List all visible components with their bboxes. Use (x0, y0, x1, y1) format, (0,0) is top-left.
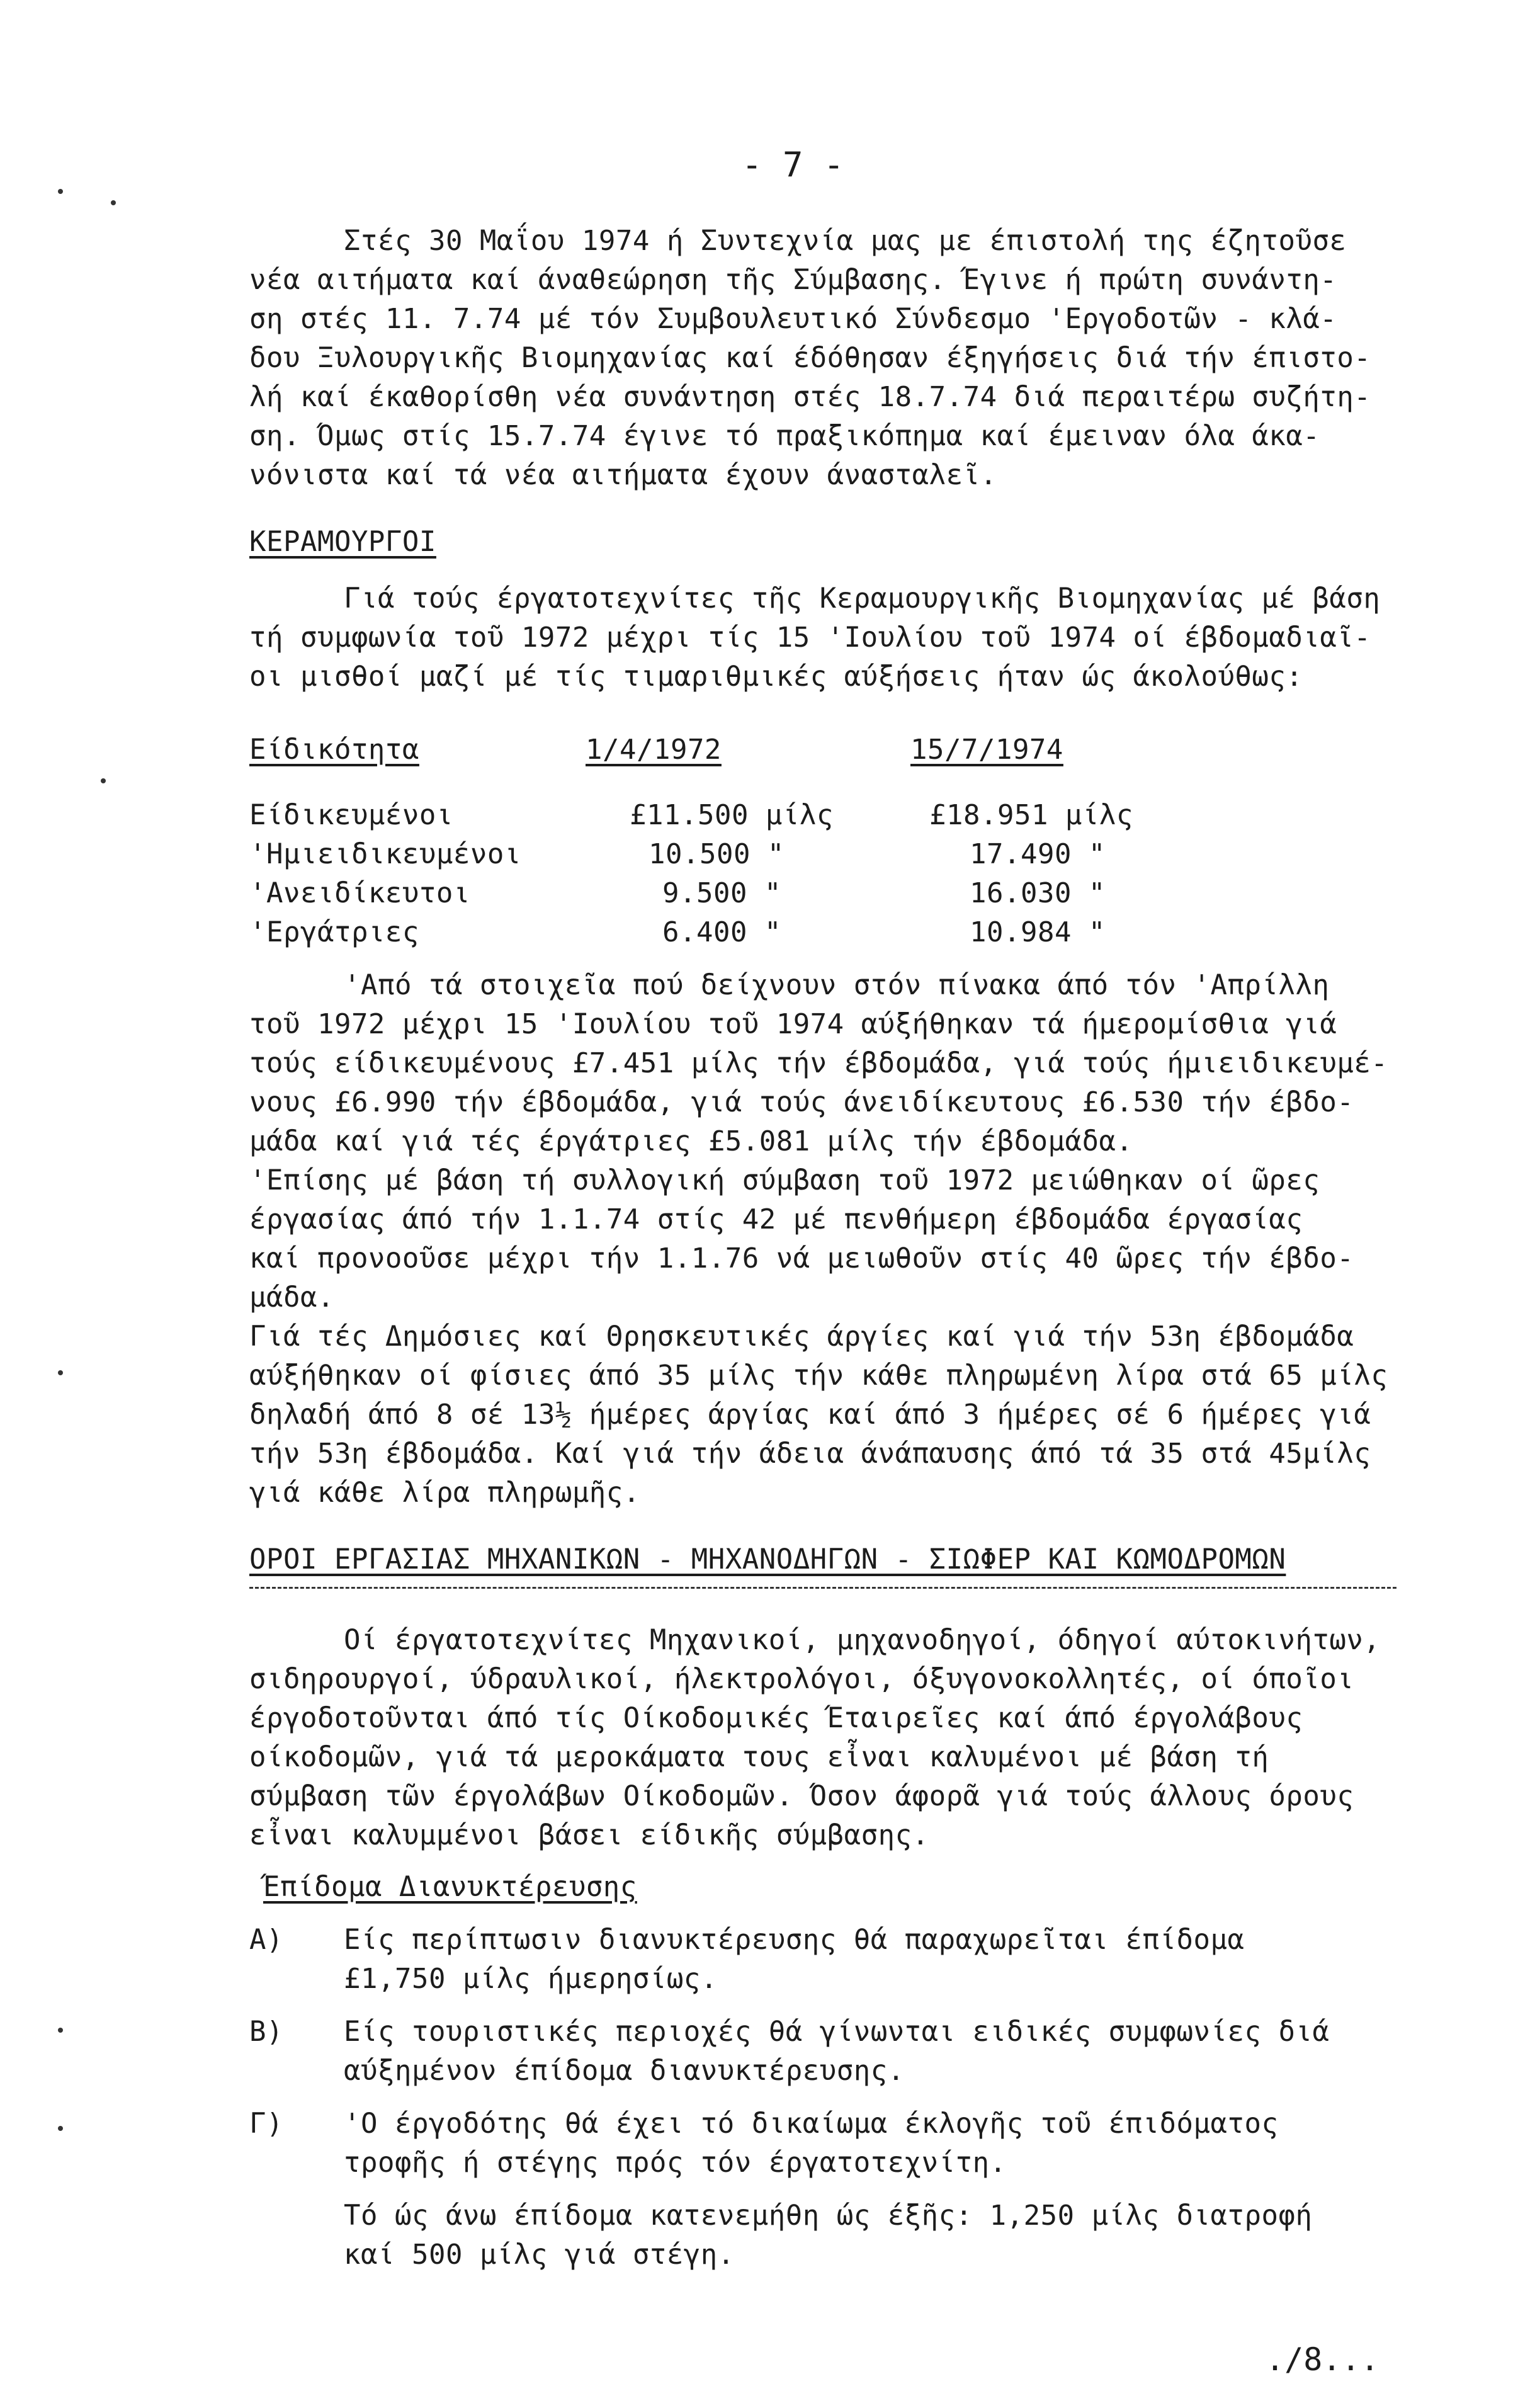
paragraph-line: σιδηρουργοί, ύδραυλικοί, ήλεκτρολόγοι, όξυγονοκολλητές, οί όποῖοι (249, 1663, 1354, 1695)
paragraph-line: Στές 30 Μαΐου 1974 ή Συντεχνία μας με έπιστολή της έζητοῦσε (344, 225, 1347, 257)
list-item-line: 'Ο έργοδότης θά έχει τό δικαίωμα έκλογῆς τοῦ έπιδόματος (344, 2108, 1279, 2140)
paragraph-line: εἶναι καλυμμένοι βάσει είδικῆς σύμβασης. (249, 1819, 929, 1851)
list-item-line: αύξημένον έπίδομα διανυκτέρευσης. (344, 2055, 905, 2087)
paragraph-line: Γιά τές Δημόσιες καί Θρησκευτικές άργίες καί γιά τήν 53η έβδομάδα (249, 1320, 1354, 1353)
list-marker: Α) (249, 1924, 283, 1956)
list-marker: Γ) (249, 2108, 283, 2140)
table-cell: £18.951 μίλς (929, 799, 1133, 831)
table-cell: 10.984 " (970, 916, 1106, 948)
paragraph-line: μάδα. (249, 1281, 334, 1314)
table-cell: 6.400 " (662, 916, 781, 948)
paragraph-line: οίκοδομῶν, γιά τά μεροκάματα τους εἶναι καλυμένοι μέ βάση τή (249, 1741, 1269, 1773)
paragraph-line: νους £6.990 τήν έβδομάδα, γιά τούς άνειδίκευτους £6.530 τήν έβδο- (249, 1086, 1354, 1118)
section-heading: ΚΕΡΑΜΟΥΡΓΟΙ (249, 526, 436, 558)
section-heading: ΟΡΟΙ ΕΡΓΑΣΙΑΣ ΜΗΧΑΝΙΚΩΝ - ΜΗΧΑΝΟΔΗΓΩΝ - ΣΙΩΦΕΡ ΚΑΙ ΚΩΜΟΔΡΟΜΩΝ (249, 1543, 1286, 1576)
paragraph-line: μάδα καί γιά τές έργάτριες £5.081 μίλς τήν έβδομάδα. (249, 1125, 1133, 1157)
paragraph-line: 'Επίσης μέ βάση τή συλλογική σύμβαση τοῦ 1972 μειώθηκαν οί ῶρες (249, 1164, 1320, 1196)
table-cell: Είδικευμένοι (249, 799, 453, 831)
list-marker: Β) (249, 2016, 283, 2048)
list-item-line: £1,750 μίλς ήμερησίως. (344, 1963, 718, 1995)
table-cell: 10.500 " (649, 838, 784, 870)
paragraph-line: σύμβαση τῶν έργολάβων Οίκοδομῶν. Όσον άφορᾶ γιά τούς άλλους όρους (249, 1780, 1354, 1812)
paragraph-line: τήν 53η έβδομάδα. Καί γιά τήν άδεια άνάπαυσης άπό τά 35 στά 45μίλς (249, 1438, 1371, 1470)
paragraph-line: έργοδοτοῦνται άπό τίς Οίκοδομικές Έταιρεῖες καί άπό έργολάβους (249, 1702, 1303, 1734)
paragraph-line: ση. Όμως στίς 15.7.74 έγινε τό πραξικόπημα καί έμειναν όλα άκα- (249, 420, 1320, 452)
paragraph-line: δου Ξυλουργικῆς Βιομηχανίας καί έδόθησαν έξηγήσεις διά τήν έπιστο- (249, 342, 1371, 374)
paragraph-line: αύξήθηκαν οί φίσιες άπό 35 μίλς τήν κάθε πληρωμένη λίρα στά 65 μίλς (249, 1360, 1388, 1392)
paragraph-line: καί προνοοῦσε μέχρι τήν 1.1.76 νά μειωθοῦν στίς 40 ῶρες τήν έβδο- (249, 1242, 1354, 1275)
list-item-line: Είς περίπτωσιν διανυκτέρευσης θά παραχωρεῖται έπίδομα (344, 1924, 1245, 1956)
table-cell: 'Εργάτριες (249, 916, 419, 948)
table-cell: 'Ημιειδικευμένοι (249, 838, 521, 870)
paragraph-line: Γιά τούς έργατοτεχνίτες τῆς Κεραμουργικῆς Βιομηχανίας μέ βάση (344, 582, 1381, 615)
paragraph-line: νόνιστα καί τά νέα αιτήματα έχουν άνασταλεῖ. (249, 459, 997, 491)
table-header: 15/7/1974 (910, 734, 1063, 766)
paragraph-line: δηλαδή άπό 8 σέ 13½ ήμέρες άργίας καί άπό 3 ήμέρες σέ 6 ήμέρες γιά (249, 1399, 1371, 1431)
scan-speck (101, 778, 106, 783)
subheading: Έπίδομα Διανυκτέρευσης (263, 1871, 637, 1903)
paragraph-line: τοῦ 1972 μέχρι 15 'Ιουλίου τοῦ 1974 αύξήθηκαν τά ήμερομίσθια γιά (249, 1008, 1337, 1040)
paragraph-line: 'Από τά στοιχεῖα πού δείχνουν στόν πίνακα άπό τόν 'Απρίλλη (344, 969, 1330, 1001)
heading-rule (249, 1587, 1396, 1589)
table-cell: 17.490 " (970, 838, 1106, 870)
table-header: Είδικότητα (249, 734, 419, 766)
paragraph-line: νέα αιτήματα καί άναθεώρηση τῆς Σύμβασης. Έγινε ή πρώτη συνάντη- (249, 264, 1337, 296)
paragraph-line: ση στές 11. 7.74 μέ τόν Συμβουλευτικό Σύνδεσμο 'Εργοδοτῶν - κλά- (249, 303, 1337, 335)
table-header: 1/4/1972 (586, 734, 722, 766)
scan-speck (58, 2028, 63, 2033)
list-item-line: τροφῆς ή στέγης πρός τόν έργατοτεχνίτη. (344, 2147, 1007, 2179)
table-cell: 16.030 " (970, 877, 1106, 909)
table-cell: 'Ανειδίκευτοι (249, 877, 470, 909)
paragraph-line: Τό ώς άνω έπίδομα κατενεμήθη ώς έξῆς: 1,250 μίλς διατροφή (344, 2200, 1313, 2232)
scan-speck (111, 200, 116, 205)
paragraph-line: λή καί έκαθορίσθη νέα συνάντηση στές 18.7.74 διά περαιτέρω συζήτη- (249, 381, 1371, 413)
table-cell: £11.500 μίλς (630, 799, 834, 831)
paragraph-line: τή συμφωνία τοῦ 1972 μέχρι τίς 15 'Ιουλίου τοῦ 1974 οί έβδομαδιαῖ- (249, 622, 1371, 654)
page-number: - 7 - (742, 145, 844, 185)
scan-speck (58, 189, 63, 194)
paragraph-line: Οί έργατοτεχνίτες Μηχανικοί, μηχανοδηγοί, όδηγοί αύτοκινήτων, (344, 1624, 1381, 1656)
paragraph-line: καί 500 μίλς γιά στέγη. (344, 2239, 735, 2271)
paragraph-line: έργασίας άπό τήν 1.1.74 στίς 42 μέ πενθήμερη έβδομάδα έργασίας (249, 1203, 1303, 1235)
scan-speck (58, 1370, 63, 1375)
paragraph-line: οι μισθοί μαζί μέ τίς τιμαριθμικές αύξήσεις ήταν ώς άκολούθως: (249, 661, 1303, 693)
table-cell: 9.500 " (662, 877, 781, 909)
continuation-marker: ./8... (1266, 2341, 1379, 2378)
list-item-line: Είς τουριστικές περιοχές θά γίνωνται ειδικές συμφωνίες διά (344, 2016, 1330, 2048)
scan-speck (58, 2126, 63, 2131)
paragraph-line: γιά κάθε λίρα πληρωμῆς. (249, 1477, 640, 1509)
paragraph-line: τούς είδικευμένους £7.451 μίλς τήν έβδομάδα, γιά τούς ήμιειδικευμέ- (249, 1047, 1388, 1079)
